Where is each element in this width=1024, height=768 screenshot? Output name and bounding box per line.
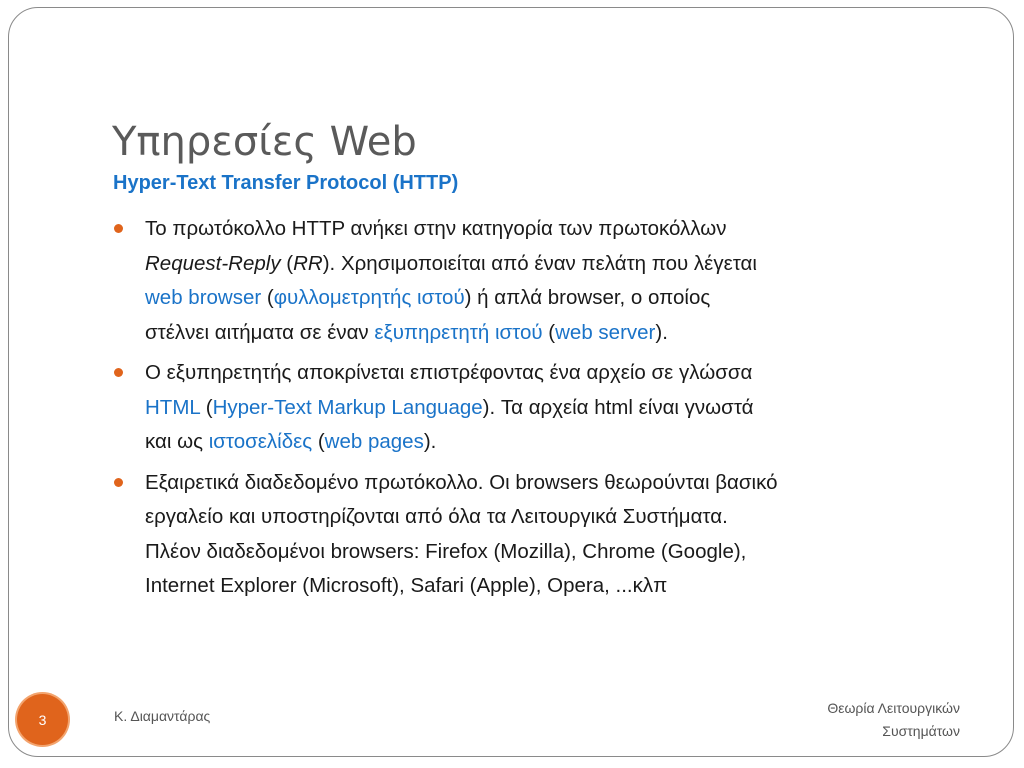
- bullet-text-line: [145, 247, 973, 282]
- bullet-dot-icon: [114, 368, 123, 377]
- text-segment: Πλέον διαδεδομένοι browsers: Firefox (Mozilla), Chrome (Google),: [145, 539, 747, 563]
- text-segment: (: [261, 286, 274, 309]
- text-segment: ) ή απλά browser, ο οποίος: [464, 286, 711, 309]
- page-number-badge: [17, 694, 68, 745]
- term-exypiretitis-istou: εξυπηρετητή ιστού: [374, 320, 543, 344]
- text-segment: Ο εξυπηρετητής αποκρίνεται επιστρέφοντας ένα αρχείο σε γλώσσα: [145, 361, 753, 384]
- term-web-server: web server: [555, 320, 656, 344]
- text-segment: εργαλείο και υποστηρίζονται από όλα τα Λειτουργικά Συστήματα.: [145, 505, 728, 528]
- bullet-text-line: [145, 356, 973, 391]
- text-segment: ). Τα αρχεία html είναι γνωστά: [482, 395, 754, 419]
- bullet-item: [113, 356, 973, 460]
- text-segment: ).: [655, 320, 668, 344]
- bullet-text-line: [145, 535, 973, 570]
- course-title-line: Θεωρία Λειτουργικών: [827, 700, 960, 716]
- bullet-text-line: [145, 316, 973, 351]
- text-segment: (: [280, 251, 294, 275]
- footer-course-title: [827, 697, 960, 743]
- term-fyllometritis-istou: φυλλομετρητής ιστού: [273, 286, 465, 309]
- bullet-dot-icon: [114, 478, 123, 487]
- term-hypertext-markup-language: Hyper-Text Markup Language: [212, 395, 483, 419]
- bullet-list: [113, 212, 973, 610]
- text-segment: (: [312, 430, 325, 453]
- term-html: HTML: [145, 395, 201, 419]
- text-segment: Εξαιρετικά διαδεδομένο πρωτόκολλο. Οι browsers θεωρούνται βασικό: [145, 470, 778, 494]
- term-web-browser: web browser: [145, 286, 262, 309]
- term-rr: RR: [293, 251, 323, 275]
- text-segment: και ως: [145, 430, 209, 453]
- footer-author: Κ. Διαμαντάρας: [114, 708, 211, 724]
- bullet-text-line: [145, 466, 973, 501]
- text-segment: (: [200, 395, 213, 419]
- bullet-dot-icon: [114, 224, 123, 233]
- text-segment: ). Χρησιμοποιείται από έναν πελάτη που λέγεται: [322, 251, 757, 275]
- bullet-text-line: [145, 569, 973, 604]
- term-web-pages: web pages: [324, 430, 424, 453]
- term-istoselides: ιστοσελίδες: [208, 430, 313, 453]
- text-segment: Internet Explorer (Microsoft), Safari (Apple), Opera, ...κλπ: [145, 574, 668, 597]
- bullet-text-line: [145, 500, 973, 535]
- text-segment: ).: [423, 430, 437, 453]
- course-title-line: Συστημάτων: [882, 723, 960, 739]
- bullet-text-line: [145, 425, 973, 460]
- slide-title: Υπηρεσίες Web: [112, 118, 417, 165]
- text-segment: Το πρωτόκολλο HTTP ανήκει στην κατηγορία των πρωτοκόλλων: [145, 217, 727, 240]
- slide-subtitle: Hyper-Text Transfer Protocol (HTTP): [113, 172, 459, 194]
- text-segment: στέλνει αιτήματα σε έναν: [145, 320, 375, 344]
- bullet-text-line: [145, 391, 973, 426]
- text-segment: (: [542, 320, 556, 344]
- page-number: 3: [38, 711, 47, 728]
- term-request-reply: Request-Reply: [145, 251, 281, 275]
- bullet-item: [113, 212, 973, 350]
- bullet-item: [113, 466, 973, 604]
- bullet-text-line: [145, 281, 973, 316]
- bullet-text-line: [145, 212, 973, 247]
